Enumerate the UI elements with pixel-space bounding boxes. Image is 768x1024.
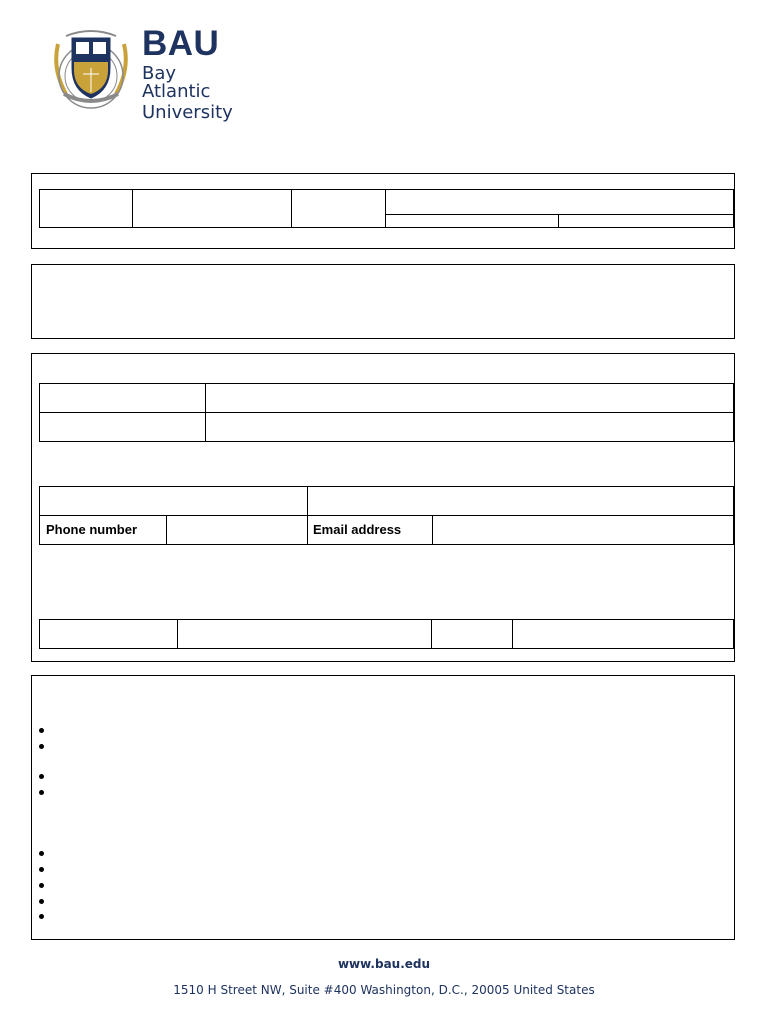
info-table-1 <box>39 383 734 442</box>
table-cell[interactable] <box>291 190 385 227</box>
bullet-icon <box>39 744 44 749</box>
table-cell[interactable] <box>40 190 132 227</box>
section-4-checklist <box>31 675 735 940</box>
bullet-icon <box>39 867 44 872</box>
brand-line-1: Bay Atlantic <box>142 63 211 102</box>
table-cell[interactable] <box>512 620 733 648</box>
table-cell[interactable] <box>132 190 291 227</box>
contact-table <box>39 486 734 545</box>
table-cell[interactable] <box>40 384 205 412</box>
bullet-icon <box>39 774 44 779</box>
bullet-icon <box>39 899 44 904</box>
email-address-field[interactable] <box>432 515 733 544</box>
bullet-icon <box>39 728 44 733</box>
table-cell[interactable] <box>431 620 512 648</box>
section-1 <box>31 173 735 249</box>
table-cell[interactable] <box>385 190 733 214</box>
bullet-icon <box>39 790 44 795</box>
brand-text <box>142 26 250 122</box>
university-logo <box>50 24 250 123</box>
table-cell[interactable] <box>177 620 431 648</box>
table-cell[interactable] <box>385 214 558 227</box>
footer-website-link[interactable]: www.bau.edu <box>337 957 431 971</box>
phone-number-field[interactable] <box>166 515 307 544</box>
crest-icon <box>50 24 132 110</box>
section-3 <box>31 353 735 662</box>
phone-number-label: Phone number <box>46 522 138 537</box>
footer-address: 1510 H Street NW, Suite #400 Washington, D.C., 20005 United States <box>173 983 595 997</box>
info-table-2 <box>39 619 734 649</box>
section-1-table <box>39 189 734 228</box>
section-2-text-box[interactable] <box>31 264 735 339</box>
bullet-icon <box>39 851 44 856</box>
table-cell[interactable] <box>40 620 177 648</box>
brand-title: BAU <box>142 24 220 63</box>
table-cell[interactable] <box>307 487 733 515</box>
bullet-icon <box>39 914 44 919</box>
email-address-label: Email address <box>313 522 402 537</box>
table-cell[interactable] <box>205 384 733 412</box>
table-cell[interactable] <box>558 214 733 227</box>
table-cell[interactable] <box>205 412 733 441</box>
bullet-icon <box>39 883 44 888</box>
table-cell[interactable] <box>40 412 205 441</box>
brand-line-2: University <box>142 102 233 123</box>
table-cell[interactable] <box>40 487 307 515</box>
